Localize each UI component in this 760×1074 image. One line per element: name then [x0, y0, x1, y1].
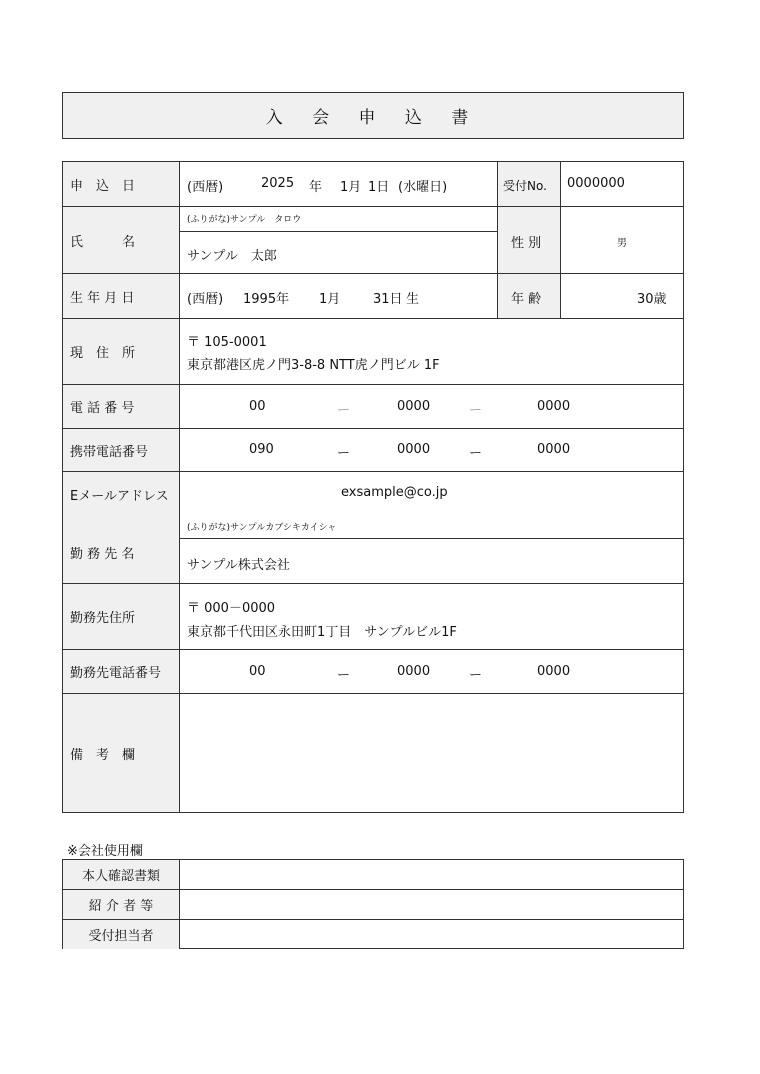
mobile-part1[interactable]: 090 — [249, 442, 274, 457]
email-employer-label-cell — [63, 472, 180, 583]
office-use-title: ※会社使用欄 — [67, 844, 143, 859]
address-line[interactable]: 東京都港区虎ノ門3-8-8 NTT虎ノ門ビル 1F — [187, 358, 440, 373]
address-label: 現 住 所 — [63, 319, 180, 384]
mobile-row — [63, 429, 683, 472]
email-label: Eメールアドレス — [70, 489, 169, 504]
application-day[interactable]: 1日 — [368, 180, 390, 195]
birth-day[interactable]: 31日 — [373, 292, 403, 307]
phone-sep2: ー — [469, 403, 483, 418]
employer-address-line[interactable]: 東京都千代田区永田町1丁目 サンプルビル1F — [187, 625, 457, 640]
form-title: 入 会 申 込 書 — [62, 92, 684, 139]
name-row — [63, 207, 683, 274]
mobile-part2[interactable]: 0000 — [397, 442, 431, 457]
mobile-sep2: ー — [469, 446, 483, 461]
birth-year[interactable]: 1995年 — [243, 292, 290, 307]
application-weekday[interactable]: (水曜日) — [398, 180, 448, 195]
application-era: (西暦) — [187, 180, 224, 195]
application-year[interactable]: 2025 — [261, 176, 295, 191]
office-use-row — [63, 920, 683, 949]
mobile-part3[interactable]: 0000 — [537, 442, 571, 457]
name-value[interactable]: サンプル 太郎 — [187, 249, 277, 264]
office-use-label: 本人確認書類 — [63, 860, 180, 889]
application-month[interactable]: 1月 — [340, 180, 362, 195]
office-use-label: 紹 介 者 等 — [63, 890, 180, 919]
mobile-sep1: ー — [337, 446, 351, 461]
phone-part1[interactable]: 00 — [249, 399, 266, 414]
address-row — [63, 319, 683, 385]
employer-phone-part1[interactable]: 00 — [249, 664, 266, 679]
employer-postal[interactable]: 〒 000－0000 — [187, 601, 276, 616]
birth-date-row — [63, 274, 683, 319]
age-label: 年 齢 — [511, 292, 542, 307]
name-label: 氏 名 — [63, 207, 180, 273]
phone-sep1: ー — [337, 403, 351, 418]
office-use-row — [63, 860, 683, 890]
receipt-no-label: 受付No. — [503, 179, 547, 193]
phone-part2[interactable]: 0000 — [397, 399, 431, 414]
employer-phone-sep1: ー — [337, 668, 351, 683]
application-date-row — [63, 162, 683, 207]
phone-row — [63, 385, 683, 429]
application-date-label: 申 込 日 — [63, 162, 180, 206]
remarks-row — [63, 694, 683, 812]
employer-phone-label: 勤務先電話番号 — [63, 650, 180, 693]
employer-address-row — [63, 584, 683, 650]
remarks-label: 備 考 欄 — [63, 694, 180, 812]
application-year-unit: 年 — [309, 180, 323, 195]
gender-label: 性 別 — [511, 236, 542, 251]
email-employer-row — [63, 472, 683, 584]
age-value[interactable]: 30歳 — [637, 292, 667, 307]
phone-part3[interactable]: 0000 — [537, 399, 571, 414]
birth-suffix: 生 — [406, 292, 420, 307]
office-use-table — [62, 859, 684, 949]
name-furigana[interactable]: (ふりがな)サンプル タロウ — [187, 215, 302, 225]
mobile-label: 携帯電話番号 — [63, 429, 180, 471]
gender-value[interactable]: 男 — [617, 238, 627, 249]
birth-month[interactable]: 1月 — [319, 292, 341, 307]
application-form — [62, 161, 684, 813]
employer-address-label: 勤務先住所 — [63, 584, 180, 649]
employer-value[interactable]: サンプル株式会社 — [187, 558, 290, 573]
employer-phone-part2[interactable]: 0000 — [397, 664, 431, 679]
employer-phone-row — [63, 650, 683, 694]
employer-furigana[interactable]: (ふりがな)サンプルカブシキカイシャ — [187, 523, 337, 533]
email-value[interactable]: exsample@co.jp — [341, 485, 448, 500]
office-use-label: 受付担当者 — [63, 920, 180, 949]
employer-phone-sep2: ー — [469, 668, 483, 683]
address-postal[interactable]: 〒 105-0001 — [187, 335, 267, 350]
employer-label: 勤 務 先 名 — [70, 547, 135, 562]
birth-date-label: 生 年 月 日 — [63, 274, 180, 318]
employer-phone-part3[interactable]: 0000 — [537, 664, 571, 679]
office-use-row — [63, 890, 683, 920]
phone-label: 電 話 番 号 — [63, 385, 180, 428]
receipt-no-value[interactable]: 0000000 — [567, 176, 625, 191]
birth-era: (西暦) — [187, 292, 224, 307]
